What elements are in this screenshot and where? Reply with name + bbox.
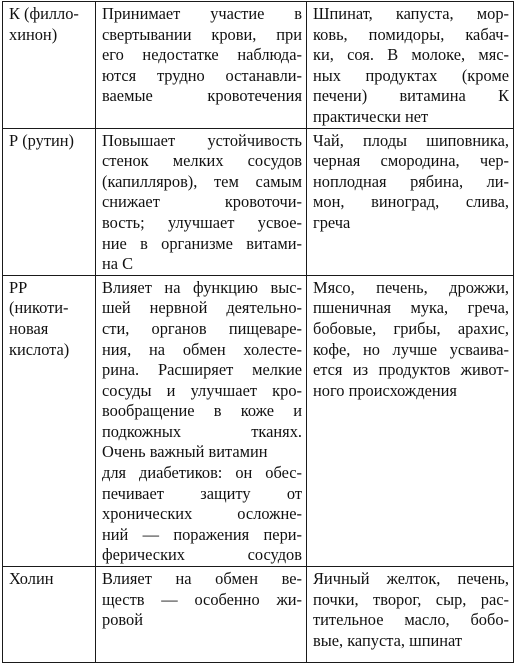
sources-line: Мясо, печень, дрожжи, [313,277,509,297]
function-line: сти, органов пищеваре- [102,318,302,338]
sources-line: ки, соя. В молоке, мяс- [313,45,509,65]
function-line: ществ — особенно жи- [102,589,302,609]
function-line: вообращение в коже и [102,401,302,421]
sources-line: ется из продуктов живот- [313,360,509,380]
function-line: ний — поражения пери- [102,524,302,544]
table-row [3,2,514,129]
vitamin-name-cell [3,128,96,275]
sources-line: практически нет [313,106,429,126]
function-line: ровой [102,610,143,630]
function-line: Влияет на обмен ве- [102,569,302,589]
function-line: свертывании крови, при [102,24,302,44]
function-line: Очень важный витамин [102,442,268,462]
table-row [3,567,514,663]
sources-line: бобовые, грибы, арахис, [313,318,509,338]
table-row [3,128,514,275]
sources-line: почки, творог, сыр, рас- [313,589,509,609]
sources-line: печени) витамина К [313,86,509,106]
sources-line: кофе, но лучше усваива- [313,339,509,359]
function-line: печивает защиту от [102,483,302,503]
function-line: подкожных тканях. [102,421,302,441]
vitamin-sources-cell [307,128,514,275]
sources-line: Яичный желток, печень, [313,569,509,589]
sources-line: тительное масло, бобо- [313,610,509,630]
function-line: его недостатке наблюда- [102,45,302,65]
vitamin-name-line: РР [9,277,28,297]
vitamin-name-line: Холин [9,569,54,589]
function-line: хронических осложне- [102,504,302,524]
vitamin-function-cell [96,128,307,275]
function-line: сосуды и улучшает кро- [102,380,302,400]
function-line: для диабетиков: он обес- [102,463,302,483]
function-line: ния, на обмен холесте- [102,339,302,359]
sources-line: черная смородина, чер- [313,151,509,171]
function-line: шей нервной деятельно- [102,298,302,318]
vitamin-name-cell [3,567,96,663]
function-line: рина. Расширяет мелкие [102,360,302,380]
function-line: снижает кровоточи- [102,192,302,212]
vitamin-sources-cell [307,275,514,566]
sources-line: вые, капуста, шпинат [313,630,463,650]
sources-line: Шпинат, капуста, мор- [313,4,509,23]
function-line: ваемые кровотечения [102,86,302,106]
vitamin-name-line: кислота) [9,339,70,359]
sources-line: мон, виноград, слива, [313,192,509,212]
vitamin-sources-cell [307,2,514,129]
function-line: ферических сосудов [102,545,302,565]
vitamin-sources-cell [307,567,514,663]
vitamins-table [2,1,514,663]
vitamin-function-cell [96,275,307,566]
function-line: ются трудно останавли- [102,65,302,85]
function-line: стенок мелких сосудов [102,151,302,171]
sources-line: ковь, помидоры, кабач- [313,24,509,44]
vitamin-name-line: хинон) [9,24,58,44]
vitamin-name-line: К (филло- [9,4,79,23]
sources-line: ноплодная рябина, ли- [313,171,509,191]
sources-line: Чай, плоды шиповника, [313,130,509,150]
function-line: Влияет на функцию выс- [102,277,302,297]
vitamin-function-cell [96,2,307,129]
sources-line: ного происхождения [313,380,457,400]
function-line: Повышает устойчивость [102,130,302,150]
vitamin-name-line: новая [9,318,49,338]
function-line: вость; улучшает усвое- [102,212,302,232]
function-line: (капилляров), тем самым [102,171,302,191]
sources-line: греча [313,212,351,232]
function-line: ние в организме витами- [102,233,302,253]
sources-line: пшеничная мука, греча, [313,298,509,318]
vitamin-name-cell [3,275,96,566]
sources-line: ных продуктах (кроме [313,65,509,85]
vitamin-name-cell [3,2,96,129]
function-line: на С [102,254,134,274]
table-row [3,275,514,566]
vitamin-name-line: (никоти- [9,298,69,318]
vitamin-name-line: Р (рутин) [9,130,75,150]
function-line: Принимает участие в [102,4,302,23]
vitamin-function-cell [96,567,307,663]
